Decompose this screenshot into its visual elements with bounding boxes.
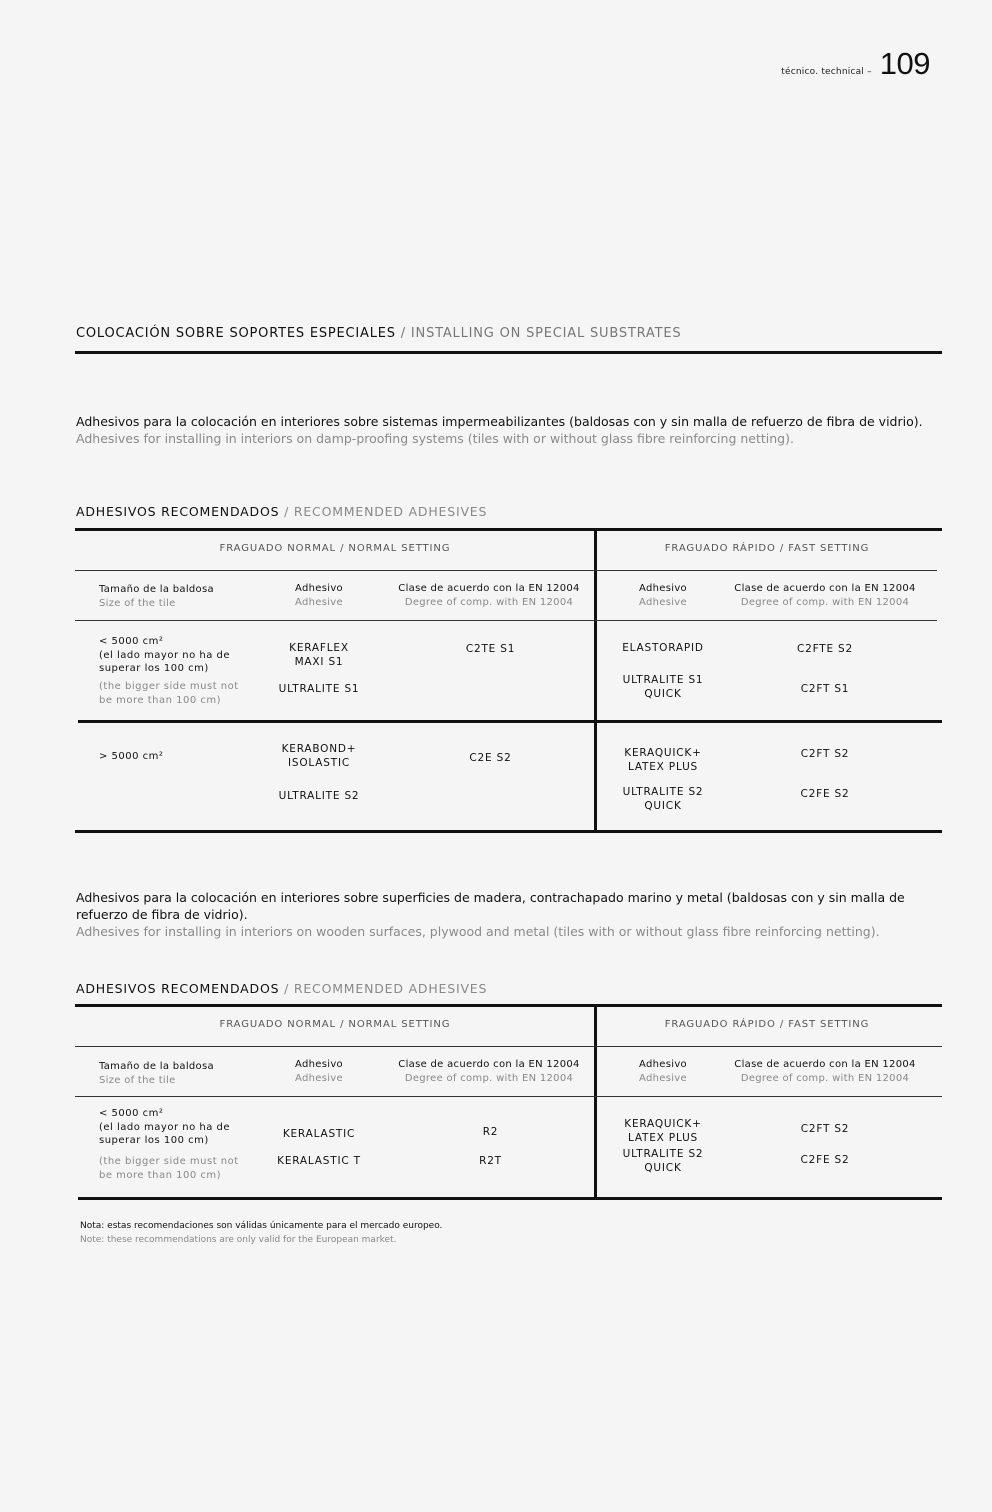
block2-paragraph (76, 889, 936, 940)
row2-fast-adhesive-1: KERAQUICK+ LATEX PLUS (624, 747, 702, 773)
row2-normal-class: C2E S2 (469, 752, 512, 764)
row2-normal-adhesive-1: KERABOND+ ISOLASTIC (281, 743, 357, 769)
page-number: 109 (879, 46, 930, 81)
block2-para-en: Adhesives for installing in interiors on wooden surfaces, plywood and metal (tiles with or without glass fibre reinforcing netting). (76, 924, 880, 939)
section-title-es: COLOCACIÓN SOBRE SOPORTES ESPECIALES (76, 326, 396, 341)
group-fast-setting: FRAGUADO RÁPIDO / FAST SETTING (664, 1019, 870, 1030)
table-group-rule (75, 570, 937, 571)
row2-fast-class-1: C2FT S2 (800, 748, 850, 760)
row1-fast-class-2: C2FE S2 (800, 1154, 850, 1166)
block2-subhead-es: ADHESIVOS RECOMENDADOS (76, 981, 280, 996)
group-fast-setting: FRAGUADO RÁPIDO / FAST SETTING (664, 543, 870, 554)
page-header (781, 46, 930, 82)
section-title-en: INSTALLING ON SPECIAL SUBSTRATES (410, 326, 682, 341)
col-size: Tamaño de la baldosa Size of the tile (99, 584, 214, 609)
col-class-normal: Clase de acuerdo con la EN 12004 Degree of comp. with EN 12004 (398, 583, 580, 608)
group-normal-setting: FRAGUADO NORMAL / NORMAL SETTING (219, 543, 451, 554)
row1-size-es: < 5000 cm² (el lado mayor no ha de superar los 100 cm) (99, 1108, 231, 1146)
row2-fast-class-2: C2FE S2 (800, 788, 850, 800)
block2-para-es: Adhesivos para la colocación en interiores sobre superficies de madera, contrachapado marino y metal (baldosas con y sin malla de refuerzo de fibra de vidrio). (76, 890, 905, 922)
footnote-en: Note: these recommendations are only valid for the European market. (80, 1235, 397, 1245)
col-class-fast: Clase de acuerdo con la EN 12004 Degree of comp. with EN 12004 (734, 1059, 916, 1084)
row1-fast-adhesive-1: KERAQUICK+ LATEX PLUS (624, 1118, 702, 1144)
col-class-fast: Clase de acuerdo con la EN 12004 Degree of comp. with EN 12004 (734, 583, 916, 608)
row1-normal-adhesive-2: ULTRALITE S1 (278, 683, 360, 695)
table-top-rule (75, 528, 942, 531)
row1-normal-adhesive-1: KERAFLEX MAXI S1 (289, 642, 349, 668)
row2-normal-adhesive-2: ULTRALITE S2 (278, 790, 360, 802)
section-title (76, 326, 681, 341)
col-size: Tamaño de la baldosa Size of the tile (99, 1061, 214, 1086)
row1-fast-class-2: C2FT S1 (800, 683, 850, 695)
table-header-rule (75, 620, 937, 621)
row1-fast-class-1: C2FT S2 (800, 1123, 850, 1135)
table-top-rule (75, 1004, 942, 1007)
row2-size: > 5000 cm² (99, 751, 164, 762)
block1-para-en: Adhesives for installing in interiors on damp-proofing systems (tiles with or without glass fibre reinforcing netting). (76, 431, 794, 446)
table-bottom-rule (75, 830, 942, 833)
table-group-rule (75, 1046, 942, 1047)
block1-para-es: Adhesivos para la colocación en interiores sobre sistemas impermeabilizantes (baldosas con y sin malla de refuerzo de fibra de vidrio). (76, 414, 923, 429)
col-adhesive-fast: Adhesivo Adhesive (639, 1059, 687, 1084)
col-adhesive-normal: Adhesivo Adhesive (295, 583, 343, 608)
row2-fast-adhesive-2: ULTRALITE S2 QUICK (622, 786, 704, 812)
footnote (80, 1219, 442, 1247)
row1-normal-class-2: R2T (479, 1155, 502, 1167)
header-label: técnico. technical – (781, 67, 872, 77)
block1-subhead-en: RECOMMENDED ADHESIVES (293, 504, 488, 519)
block1-subhead-es: ADHESIVOS RECOMENDADOS (76, 504, 280, 519)
section-title-separator: / (395, 326, 411, 341)
section-rule (75, 351, 942, 354)
block2-subheading: ADHESIVOS RECOMENDADOS / RECOMMENDED ADHESIVES (76, 981, 488, 996)
row1-size-en: (the bigger side must not be more than 100 cm) (99, 681, 239, 706)
col-adhesive-fast: Adhesivo Adhesive (639, 583, 687, 608)
block1-table (75, 528, 942, 834)
row1-fast-class-1: C2FTE S2 (797, 643, 853, 655)
row1-normal-class-1: R2 (482, 1126, 499, 1138)
group-normal-setting: FRAGUADO NORMAL / NORMAL SETTING (219, 1019, 451, 1030)
block1-paragraph (76, 413, 936, 447)
block1-subheading: ADHESIVOS RECOMENDADOS / RECOMMENDED ADHESIVES (76, 504, 488, 519)
row1-normal-adhesive-1: KERALASTIC (282, 1128, 356, 1140)
row1-normal-class: C2TE S1 (465, 643, 516, 655)
table-divider (594, 1004, 597, 1200)
table-row-rule (78, 720, 942, 723)
col-adhesive-normal: Adhesivo Adhesive (295, 1059, 343, 1084)
table-bottom-rule (78, 1197, 942, 1200)
table-header-rule (75, 1096, 942, 1097)
col-class-normal: Clase de acuerdo con la EN 12004 Degree of comp. with EN 12004 (398, 1059, 580, 1084)
row1-size-en: (the bigger side must not be more than 100 cm) (99, 1156, 239, 1181)
block2-table (75, 1004, 942, 1202)
block2-subhead-en: RECOMMENDED ADHESIVES (293, 981, 488, 996)
row1-fast-adhesive-2: ULTRALITE S2 QUICK (622, 1148, 704, 1174)
table-divider (594, 528, 597, 833)
row1-fast-adhesive-2: ULTRALITE S1 QUICK (622, 674, 704, 700)
row1-fast-adhesive-1: ELASTORAPID (622, 642, 704, 654)
footnote-es: Nota: estas recomendaciones son válidas únicamente para el mercado europeo. (80, 1221, 443, 1231)
row1-size-es: < 5000 cm² (el lado mayor no ha de superar los 100 cm) (99, 636, 231, 674)
row1-normal-adhesive-2: KERALASTIC T (277, 1155, 361, 1167)
